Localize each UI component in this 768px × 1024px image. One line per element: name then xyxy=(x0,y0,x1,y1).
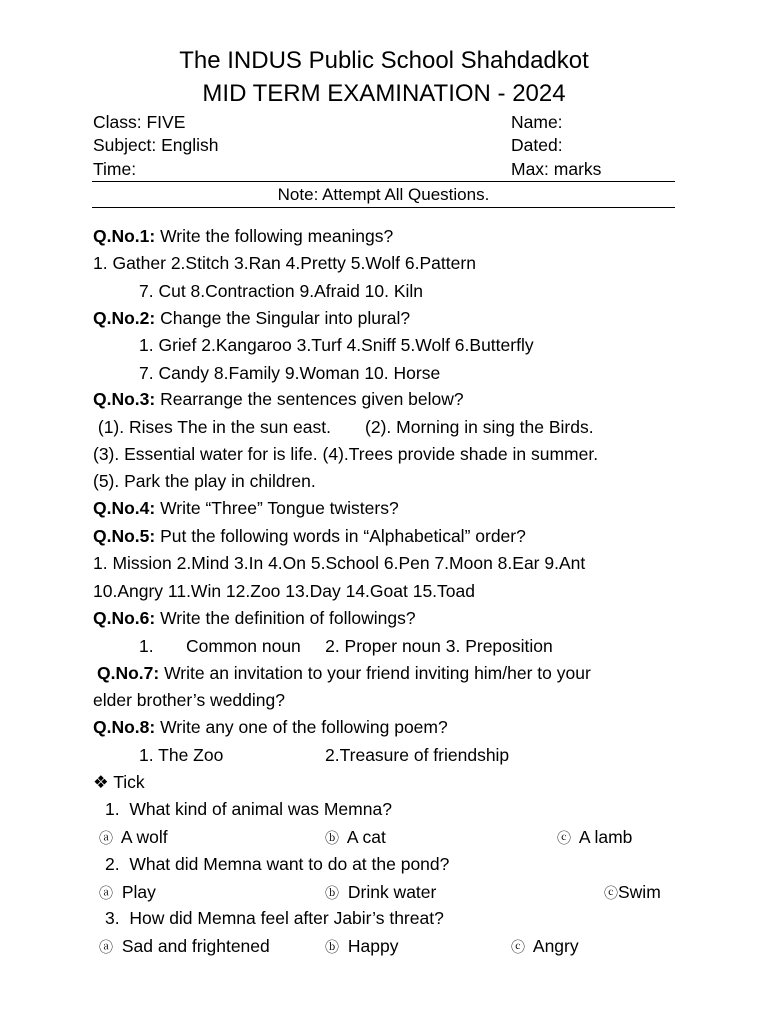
question-3-label: Q.No.3: xyxy=(93,389,156,409)
option-a-marker: ⓐ xyxy=(99,830,113,846)
question-1-text: Write the following meanings? xyxy=(155,226,394,246)
question-4-label: Q.No.4: xyxy=(93,498,156,518)
question-5-label: Q.No.5: xyxy=(93,526,156,546)
option-a-text: Play xyxy=(117,882,156,902)
tick-3-option-a xyxy=(99,935,270,958)
class-field: Class: FIVE xyxy=(93,112,186,132)
option-a-marker: ⓐ xyxy=(99,885,113,901)
question-8 xyxy=(93,716,448,738)
question-7-text: Write an invitation to your friend inviting him/her to your xyxy=(159,663,591,683)
question-3-line-3: (5). Park the play in children. xyxy=(93,471,316,491)
divider-bottom xyxy=(92,207,675,208)
subject-field: Subject: English xyxy=(93,135,219,155)
question-8-label: Q.No.8: xyxy=(93,717,156,737)
question-2-label: Q.No.2: xyxy=(93,308,156,328)
option-a-marker: ⓐ xyxy=(99,939,113,955)
option-c-text: Angry xyxy=(529,936,579,956)
tick-1-option-a xyxy=(99,826,168,849)
school-name: The INDUS Public School Shahdadkot xyxy=(179,47,589,74)
question-2-line-2: 7. Candy 8.Family 9.Woman 10. Horse xyxy=(139,363,441,383)
tick-1-option-c xyxy=(557,826,632,849)
option-b-text: Drink water xyxy=(343,882,437,902)
question-4-text: Write “Three” Tongue twisters? xyxy=(155,498,399,518)
question-6-item-number: 1. xyxy=(139,636,154,656)
tick-question-1: 1. What kind of animal was Memna? xyxy=(105,799,392,819)
tick-2-option-a xyxy=(99,881,156,904)
question-2-text: Change the Singular into plural? xyxy=(155,308,411,328)
question-1 xyxy=(93,225,393,247)
question-3-text: Rearrange the sentences given below? xyxy=(155,389,464,409)
option-a-text: A wolf xyxy=(117,827,168,847)
option-c-text: A lamb xyxy=(575,827,633,847)
tick-3-option-c xyxy=(511,935,579,958)
option-b-marker: ⓑ xyxy=(325,885,339,901)
question-6-text: Write the definition of followings? xyxy=(155,608,416,628)
question-2 xyxy=(93,307,410,329)
question-7 xyxy=(97,662,591,684)
question-5-text: Put the following words in “Alphabetical” order? xyxy=(155,526,526,546)
question-1-line-2: 7. Cut 8.Contraction 9.Afraid 10. Kiln xyxy=(139,281,424,301)
question-8-option-1: 1. The Zoo xyxy=(139,745,224,765)
dated-field: Dated: xyxy=(511,135,563,155)
question-6 xyxy=(93,607,416,629)
note: Note: Attempt All Questions. xyxy=(277,185,490,204)
question-5-line-1: 1. Mission 2.Mind 3.In 4.On 5.School 6.Pen 7.Moon 8.Ear 9.Ant xyxy=(93,553,586,573)
option-b-text: Happy xyxy=(343,936,399,956)
tick-3-option-b xyxy=(325,935,398,958)
name-field: Name: xyxy=(511,112,563,132)
question-7-label: Q.No.7: xyxy=(97,663,160,683)
question-8-text: Write any one of the following poem? xyxy=(155,717,448,737)
question-6-items: Common noun 2. Proper noun 3. Preposition xyxy=(186,636,553,656)
option-a-text: Sad and frightened xyxy=(117,936,270,956)
tick-2-option-c xyxy=(604,881,661,904)
exam-title: MID TERM EXAMINATION - 2024 xyxy=(202,80,566,107)
option-c-marker: ⓒ xyxy=(557,830,571,846)
divider-top xyxy=(92,181,675,182)
tick-question-2: 2. What did Memna want to do at the pond? xyxy=(105,854,450,874)
option-c-marker: ⓒ xyxy=(604,885,618,901)
question-6-label: Q.No.6: xyxy=(93,608,156,628)
question-4 xyxy=(93,497,399,519)
question-1-label: Q.No.1: xyxy=(93,226,156,246)
option-b-marker: ⓑ xyxy=(325,830,339,846)
question-8-option-2: 2.Treasure of friendship xyxy=(325,745,510,765)
question-2-line-1: 1. Grief 2.Kangaroo 3.Turf 4.Sniff 5.Wolf 6.Butterfly xyxy=(139,335,534,355)
max-marks-field: Max: marks xyxy=(511,159,602,179)
tick-2-option-b xyxy=(325,881,436,904)
option-b-marker: ⓑ xyxy=(325,939,339,955)
question-5-line-2: 10.Angry 11.Win 12.Zoo 13.Day 14.Goat 15.Toad xyxy=(93,581,475,601)
option-b-text: A cat xyxy=(343,827,386,847)
option-c-marker: ⓒ xyxy=(511,939,525,955)
option-c-text: Swim xyxy=(618,882,661,902)
question-3 xyxy=(93,388,464,410)
question-7-line-2: elder brother’s wedding? xyxy=(93,690,285,710)
tick-1-option-b xyxy=(325,826,386,849)
question-5 xyxy=(93,525,526,547)
question-3-line-1: (1). Rises The in the sun east. (2). Morning in sing the Birds. xyxy=(93,417,594,437)
tick-question-3: 3. How did Memna feel after Jabir’s threat? xyxy=(105,908,444,928)
question-3-line-2: (3). Essential water for is life. (4).Trees provide shade in summer. xyxy=(93,444,599,464)
question-1-line-1: 1. Gather 2.Stitch 3.Ran 4.Pretty 5.Wolf 6.Pattern xyxy=(93,253,476,273)
time-field: Time: xyxy=(93,159,137,179)
tick-heading: ❖ Tick xyxy=(93,772,145,792)
